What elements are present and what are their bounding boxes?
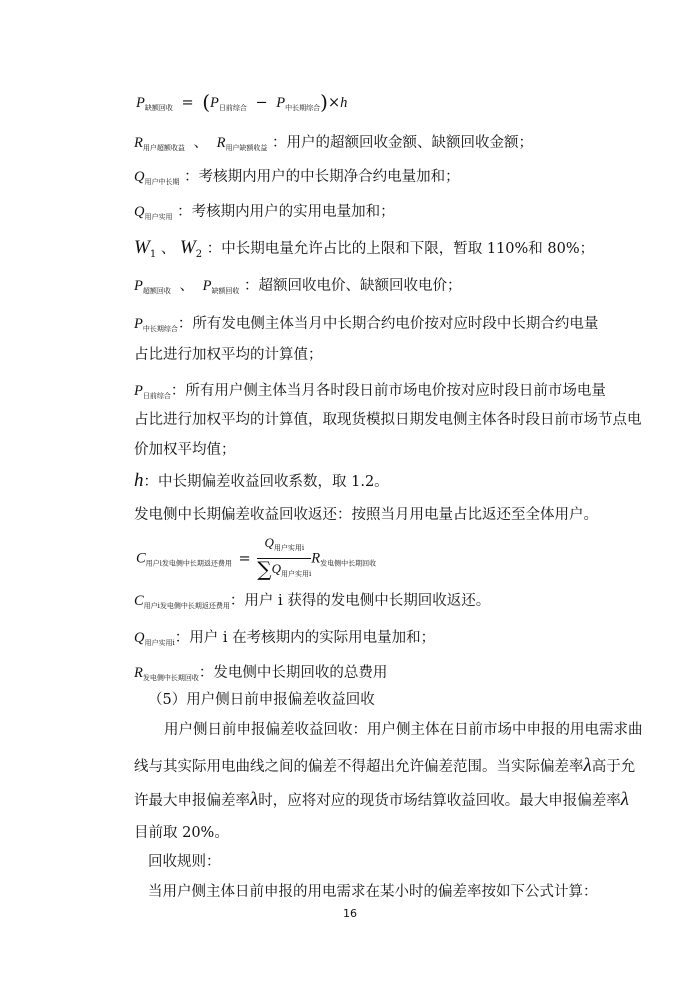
var-q: Q [134,630,145,646]
var-p: P [202,278,212,294]
definition-text: ：发电侧中长期回收的总费用 [198,665,388,681]
var-p: P [134,316,143,332]
close-paren: ) [320,90,328,114]
var-q: Q [264,535,274,550]
def-p-prices [134,276,462,301]
var-p: P [136,95,145,111]
subscript: 2 [195,249,203,260]
section-heading-5: （5）用户侧日前申报偏差收益回收 [148,692,375,708]
return-text: 发电侧中长期偏差收益回收返还：按照当月用电量占比返还至全体用户。 [134,507,598,523]
sum-sign: ∑ [257,557,272,581]
var-p: P [134,383,143,399]
definition-text: ：超额回收电价、缺额回收电价； [244,278,462,294]
subscript: 用户实用 [144,213,173,221]
definition-text: ：用户的超额回收金额、缺额回收金额； [272,135,534,151]
open-paren: ( [202,90,211,114]
var-r: R [134,665,143,681]
var-w: W [134,237,150,258]
subscript: 1 [149,249,157,260]
fraction-numerator [257,534,311,559]
subscript: 日前综合 [142,392,171,400]
var-r: R [311,550,321,567]
def-p-dayahead-line3: 价加权平均值； [134,442,236,458]
separator: 、 [160,241,176,257]
fraction [257,534,311,583]
minus-sign: − [255,95,268,111]
para5-line4: 目前取 20%。 [134,825,229,841]
definition-text: ：考核期内用户的中长期净合约电量加和； [184,169,460,185]
def-p-midlong-line1 [134,314,598,339]
formula-return-cost [136,534,376,584]
var-w: W [179,237,196,258]
var-c: C [134,593,144,609]
def-q-midlong [134,167,460,192]
subscript: 用户中长期 [144,178,180,186]
subscript: 中长期综合 [285,104,321,112]
var-r: R [134,135,143,151]
var-r: R [216,135,226,151]
definition-text: ：中长期电量允许占比的上限和下限，暂取 110%和 80%； [206,241,595,257]
var-h: h [340,95,348,111]
equals-sign: = [181,95,194,111]
var-q: Q [134,204,145,220]
var-q: Q [134,169,145,185]
paragraph-text: 时，应将对应的现货市场结算收益回收。最大申报偏差率 [258,793,621,809]
def-r-excess-shortfall [134,133,533,158]
subscript: 发电侧中长期回收 [142,674,199,682]
subscript: 用户实用i [273,544,305,552]
formula-shortfall-recovery [136,92,347,118]
definition-text: ：中长期偏差收益回收系数，取 1.2。 [143,474,389,490]
rule-text: 当用户侧主体日前申报的用电需求在某小时的偏差率按如下公式计算： [148,884,598,900]
var-p: P [276,95,286,111]
para5-line2 [134,756,635,777]
fraction-denominator [257,559,311,583]
definition-text: ：考核期内用户的实用电量加和； [177,204,395,220]
subscript: 用户超额收益 [142,144,185,152]
def-q-actual-i [134,628,435,653]
def-h [134,471,389,492]
para5-line1: 用户侧日前申报偏差收益回收：用户侧主体在日前市场中申报的用电需求曲 [164,722,643,738]
page-number: 16 [343,907,357,920]
paragraph-text: 高于允 [591,759,636,775]
var-lambda: λ [583,755,592,776]
def-c-return [134,591,490,616]
times-sign: × [327,95,341,111]
var-lambda: λ [620,789,629,810]
def-p-midlong-line2: 占比进行加权平均的计算值； [134,347,323,363]
subscript: 用户缺额收益 [225,144,268,152]
definition-text: ：所有发电侧主体当月中长期合约电价按对应时段中长期合约电量 [177,316,599,332]
rule-title: 回收规则： [148,854,221,870]
var-lambda: λ [250,789,259,810]
definition-text: ：所有用户侧主体当月各时段日前市场电价按对应时段日前市场电量 [170,383,606,399]
paragraph-text: 许最大申报偏差率 [134,793,250,809]
var-h: h [134,470,144,491]
subscript: 用户实用i [144,639,175,647]
definition-text: ：用户 i 在考核期内的实际用电量加和； [174,630,436,646]
var-c: C [136,550,146,567]
def-q-actual [134,202,395,227]
separator: 、 [179,278,194,294]
subscript: 发电侧中长期回收 [320,559,377,568]
subscript: 缺额回收 [211,287,240,295]
subscript: 缺额回收 [144,104,173,112]
subscript: 用户i发电侧中长期返还费用 [143,602,230,610]
var-p: P [210,95,219,111]
def-w-limits [134,238,594,265]
subscript: 用户i发电侧中长期返还费用 [145,559,232,568]
def-r-recovery [134,663,387,688]
def-p-dayahead-line2: 占比进行加权平均的计算值，取现货模拟日期发电侧主体各时段日前市场节点电 [134,412,642,428]
definition-text: ：用户 i 获得的发电侧中长期回收返还。 [229,593,491,609]
paragraph-text: 线与其实际用电曲线之间的偏差不得超出允许偏差范围。当实际偏差率 [134,759,584,775]
var-p: P [134,278,143,294]
equals-sign: = [238,550,251,567]
para5-line3 [134,790,629,811]
var-q: Q [271,561,281,576]
subscript: 日前综合 [218,104,247,112]
subscript: 用户实用i [280,570,312,578]
separator: 、 [193,135,208,151]
def-p-dayahead-line1 [134,381,606,406]
subscript: 超额回收 [142,287,171,295]
subscript: 中长期综合 [142,325,178,333]
